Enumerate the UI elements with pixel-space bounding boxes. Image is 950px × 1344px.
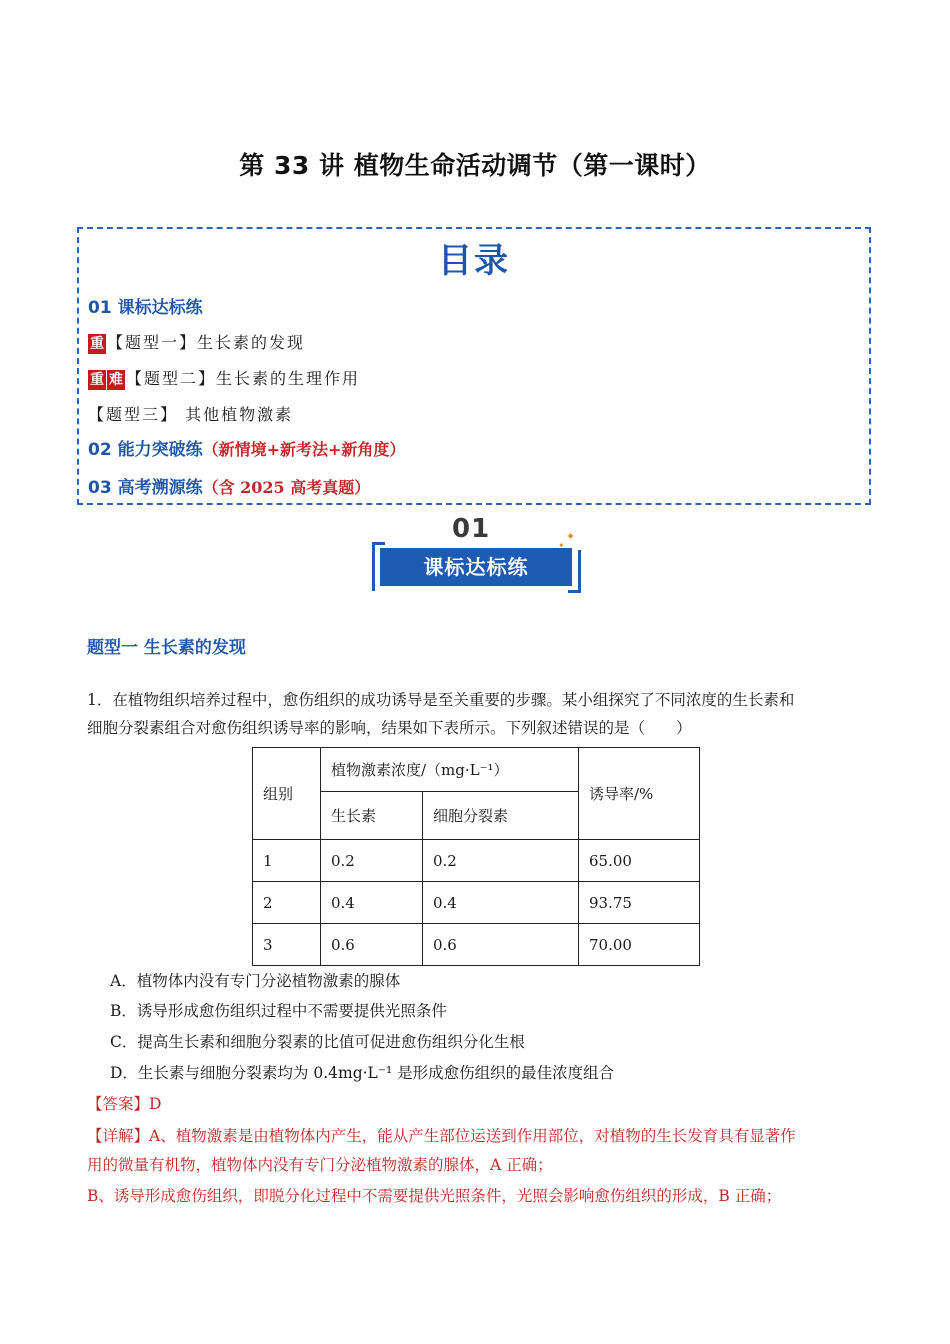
difficult-badge: 难 bbox=[109, 372, 123, 388]
option-c[interactable]: C．提高生长素和细胞分裂素的比值可促进愈伤组织分化生根 bbox=[110, 1033, 525, 1051]
data-table bbox=[252, 747, 700, 966]
table-row bbox=[253, 924, 700, 966]
option-b[interactable]: B．诱导形成愈伤组织过程中不需要提供光照条件 bbox=[110, 1002, 447, 1020]
option-a[interactable]: A．植物体内没有专门分泌植物激素的腺体 bbox=[110, 972, 401, 990]
answer-line: 【答案】D bbox=[87, 1095, 162, 1113]
toc-section-03[interactable] bbox=[88, 473, 370, 498]
toc-item-label: 【题型二】生长素的生理作用 bbox=[126, 369, 361, 388]
cell-group: 3 bbox=[253, 924, 321, 966]
toc-item-label: 【题型一】生长素的发现 bbox=[107, 333, 306, 352]
explanation-line: B、诱导形成愈伤组织，即脱分化过程中不需要提供光照条件，光照会影响愈伤组织的形成，B 正确； bbox=[87, 1187, 782, 1205]
key-badge: 重 bbox=[90, 372, 104, 388]
cell-cytokinin: 0.4 bbox=[423, 882, 579, 924]
explanation-line: 用的微量有机物，植物体内没有专门分泌植物激素的腺体，A 正确； bbox=[87, 1156, 553, 1174]
explanation-line: 【详解】A、植物激素是由植物体内产生，能从产生部位运送到作用部位，对植物的生长发育具有显著作 bbox=[87, 1127, 796, 1145]
toc-section-02[interactable] bbox=[88, 435, 405, 460]
cell-cytokinin: 0.2 bbox=[423, 840, 579, 882]
question-stem-line: 细胞分裂素组合对愈伤组织诱导率的影响，结果如下表所示。下列叙述错误的是（ ） bbox=[87, 719, 692, 737]
cell-rate: 93.75 bbox=[579, 882, 700, 924]
table-of-contents bbox=[77, 227, 871, 505]
toc-section-label: 02 能力突破练 bbox=[88, 440, 203, 460]
header-rate: 诱导率/% bbox=[579, 748, 700, 840]
sparkle-icon: ✦ bbox=[566, 530, 576, 543]
cell-auxin: 0.2 bbox=[321, 840, 423, 882]
header-group: 组别 bbox=[253, 748, 321, 840]
toc-section-label: 03 高考溯源练 bbox=[88, 478, 203, 498]
section-banner-label: 课标达标练 bbox=[380, 548, 572, 586]
toc-item-type1[interactable] bbox=[88, 330, 305, 354]
section-title: 题型一 生长素的发现 bbox=[87, 638, 246, 658]
cell-group: 2 bbox=[253, 882, 321, 924]
key-badge: 重 bbox=[90, 336, 104, 352]
cell-group: 1 bbox=[253, 840, 321, 882]
toc-section-note: （新情境+新考法+新角度） bbox=[202, 440, 406, 459]
sparkle-icon: ✦ bbox=[558, 541, 565, 550]
toc-item-type2[interactable] bbox=[88, 366, 360, 390]
cell-auxin: 0.6 bbox=[321, 924, 423, 966]
header-cytokinin: 细胞分裂素 bbox=[423, 792, 579, 840]
cell-cytokinin: 0.6 bbox=[423, 924, 579, 966]
page-title: 第 33 讲 植物生命活动调节（第一课时） bbox=[239, 151, 711, 180]
header-auxin: 生长素 bbox=[321, 792, 423, 840]
cell-auxin: 0.4 bbox=[321, 882, 423, 924]
cell-rate: 65.00 bbox=[579, 840, 700, 882]
cell-rate: 70.00 bbox=[579, 924, 700, 966]
table-row bbox=[253, 840, 700, 882]
toc-item-type3[interactable]: 【题型三】 其他植物激素 bbox=[88, 405, 294, 424]
toc-section-note: （含 2025 高考真题） bbox=[202, 478, 371, 497]
question-stem-line: 1．在植物组织培养过程中，愈伤组织的成功诱导是至关重要的步骤。某小组探究了不同浓度的生长素和 bbox=[87, 691, 795, 709]
toc-section-01[interactable]: 01 课标达标练 bbox=[88, 298, 203, 318]
header-concentration: 植物激素浓度/（mg·L⁻¹） bbox=[321, 748, 579, 792]
option-d[interactable]: D．生长素与细胞分裂素均为 0.4mg·L⁻¹ 是形成愈伤组织的最佳浓度组合 bbox=[110, 1064, 615, 1082]
table-row bbox=[253, 882, 700, 924]
toc-heading: 目录 bbox=[438, 241, 510, 281]
section-banner-number: 01 bbox=[452, 514, 491, 544]
